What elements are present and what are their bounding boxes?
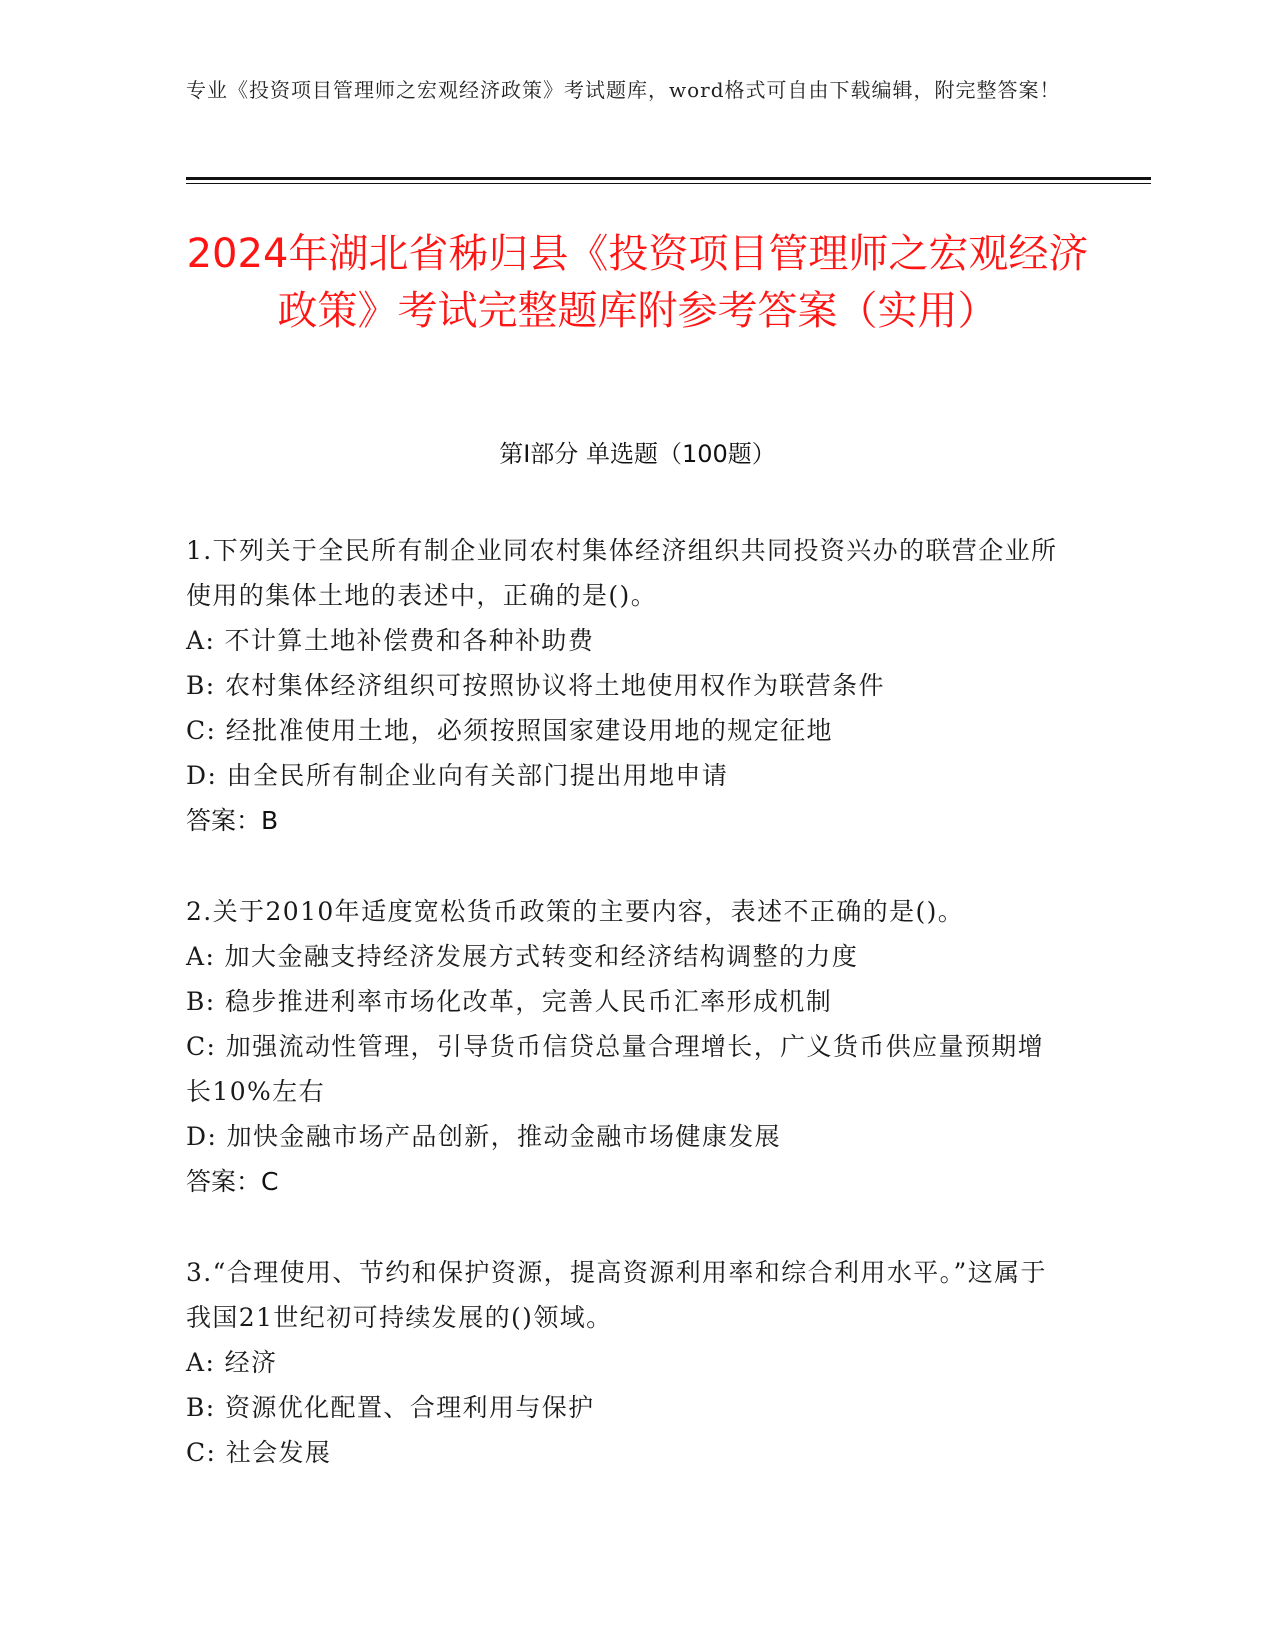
option-a: A: 经济 bbox=[186, 1348, 278, 1377]
question-1 bbox=[186, 528, 1066, 843]
option-d: D: 由全民所有制企业向有关部门提出用地申请 bbox=[186, 761, 729, 790]
header-note: 专业《投资项目管理师之宏观经济政策》考试题库，word格式可自由下载编辑，附完整答案！ bbox=[186, 78, 1061, 102]
document-title: 2024年湖北省秭归县《投资项目管理师之宏观经济政策》考试完整题库附参考答案（实用） bbox=[186, 231, 1089, 334]
section-title: 第I部分 单选题（100题） bbox=[499, 440, 776, 468]
question-stem: 1.下列关于全民所有制企业同农村集体经济组织共同投资兴办的联营企业所使用的集体土地的表述中，正确的是()。 bbox=[186, 536, 1058, 610]
option-c: C: 社会发展 bbox=[186, 1438, 332, 1467]
answer: 答案：B bbox=[186, 806, 279, 835]
option-d: D: 加快金融市场产品创新，推动金融市场健康发展 bbox=[186, 1122, 782, 1151]
answer: 答案：C bbox=[186, 1167, 279, 1196]
option-b: B: 稳步推进利率市场化改革，完善人民币汇率形成机制 bbox=[186, 987, 833, 1016]
header-rule-thin bbox=[186, 183, 1151, 184]
question-2 bbox=[186, 889, 1066, 1204]
option-b: B: 资源优化配置、合理利用与保护 bbox=[186, 1393, 595, 1422]
question-stem: 3.“合理使用、节约和保护资源，提高资源利用率和综合利用水平。”这属于我国21世纪初可持续发展的()领域。 bbox=[186, 1258, 1047, 1332]
option-c: C: 加强流动性管理，引导货币信贷总量合理增长，广义货币供应量预期增长10%左右 bbox=[186, 1032, 1045, 1106]
question-list bbox=[186, 528, 1066, 1521]
option-a: A: 加大金融支持经济发展方式转变和经济结构调整的力度 bbox=[186, 942, 859, 971]
header-rule-thick bbox=[186, 177, 1151, 180]
option-b: B: 农村集体经济组织可按照协议将土地使用权作为联营条件 bbox=[186, 671, 885, 700]
option-a: A: 不计算土地补偿费和各种补助费 bbox=[186, 626, 595, 655]
question-3 bbox=[186, 1250, 1066, 1475]
option-c: C: 经批准使用土地，必须按照国家建设用地的规定征地 bbox=[186, 716, 833, 745]
question-stem: 2.关于2010年适度宽松货币政策的主要内容，表述不正确的是()。 bbox=[186, 897, 965, 926]
